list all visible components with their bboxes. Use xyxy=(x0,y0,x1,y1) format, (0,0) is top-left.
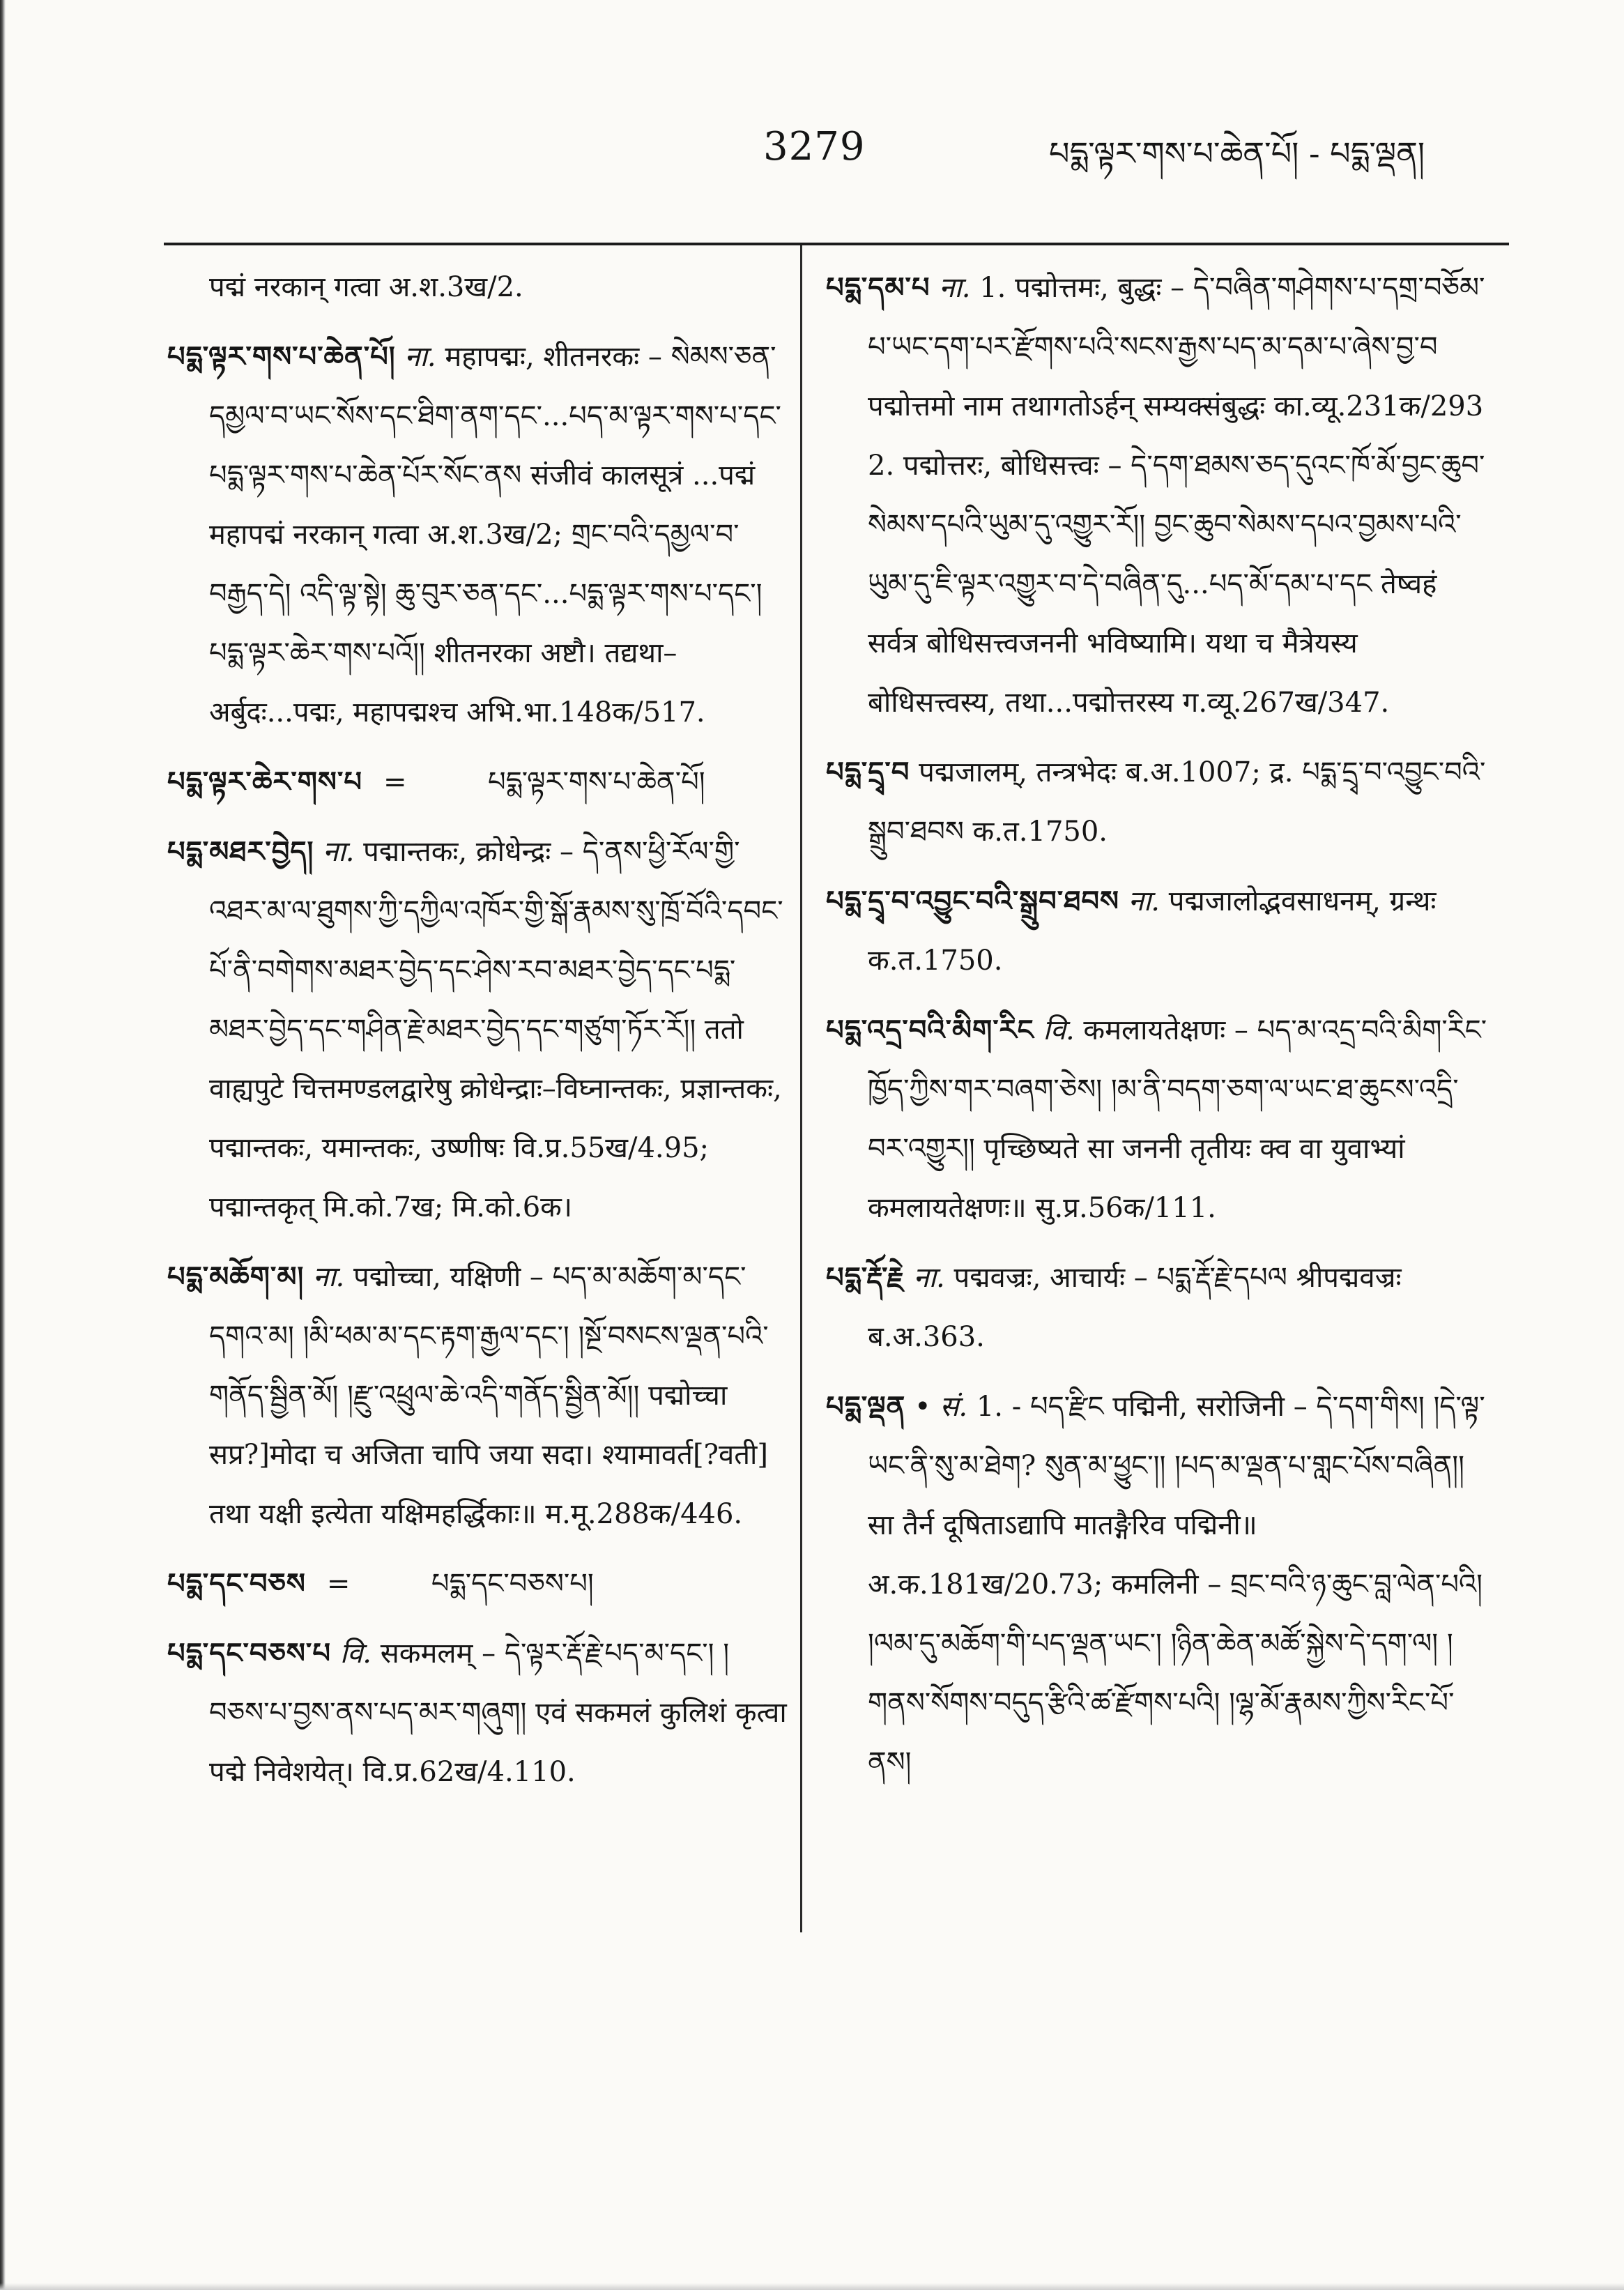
headword: པདྨ་རྡོ་རྗེ xyxy=(826,1261,905,1294)
headword: པདྨ་ལྡན xyxy=(826,1390,906,1423)
definition-text: 1. - པད་རྫིང पद्मिनी, सरोजिनी – དེ་དག་གིས། །དེ་ལྟ་ཡང་ནི་སུ་མ་ཐེག? སུན་མ་ཕྱུང་།། །པད་མ་ལྡན་པ་གླང་པོས་བཞིན།། सा तैर्न दूषिताऽद्यापि मातङ्गैरिव पद्मिनी॥ अ.क.181ख/20.73; कमलिनी – བྲང་བའི་ཉ་ཆུང་བླ་ལེན་པའི། །ལམ་དུ་མཆོག་གི་པད་ལྡན་ཡང་། །ཉིན་ཆེན་མཚོ་སྐྱེས་དེ་དག་ལ། །གནས་སོགས་བདུད་རྩིའི་ཚ་རྫོགས་པའི། །ལྷ་མོ་རྣམས་ཀྱིས་རིང་པོ་ནས། xyxy=(868,1391,1485,1778)
page-left-edge xyxy=(0,0,6,2290)
definition-text: पद्मवज्रः, आचार्यः – པདྨ་རྡོ་རྗེ་དཔལ श्रीपद्मवज्रः ब.अ.363. xyxy=(868,1262,1402,1353)
headword: པདྨ་དྲྭ་བ xyxy=(826,756,910,788)
dictionary-entry xyxy=(826,1377,1492,1792)
page-bottom-edge xyxy=(0,2283,1624,2290)
definition-text: महापद्मः, शीतनरकः – སེམས་ཅན་དམྱལ་བ་ཡང་སོས་དང་ཐིག་ནག་དང་...པད་མ་ལྟར་གས་པ་དང་པདྨ་ལྟར་གས་པ་ཆེན་པོར་སོང་ནས संजीवं कालसूत्रं ...पद्मं महापद्मं नरकान् गत्वा अ.श.3ख/2; གྲང་བའི་དམྱལ་བ་བརྒྱད་དེ། འདི་ལྟ་སྟེ། ཆུ་བུར་ཅན་དང་...པདྨ་ལྟར་གས་པ་དང་། པདྨ་ལྟར་ཆེར་གས་པའོ།། शीतनरका अष्टौ। तद्यथा–अर्बुदः...पद्मः, महापद्मश्च अभि.भा.148क/517. xyxy=(209,341,781,728)
cross-reference-target: པདྨ་ལྟར་གས་པ་ཆེན་པོ། xyxy=(487,766,705,798)
headword: པདྨ་མཆོག་མ། xyxy=(167,1260,305,1293)
dictionary-entry xyxy=(826,742,1492,862)
headword: པདྨ་ལྟར་ཆེར་གས་པ xyxy=(167,765,362,798)
dictionary-entry xyxy=(826,258,1492,733)
equals-sign: = xyxy=(383,766,407,798)
dictionary-entry xyxy=(826,871,1492,991)
headword: པདྨ་འདྲ་བའི་མིག་རིང xyxy=(826,1014,1034,1046)
definition-text: सकमलम् – དེ་ལྟར་རྡོ་རྗེ་པད་མ་དང་། །བཅས་པ་བྱས་ནས་པད་མར་གཞུག། एवं सकमलं कुलिशं कृत्वा पद्मे निवेशयेत्। वि.प्र.62ख/4.110. xyxy=(209,1638,787,1788)
headword: པདྨ་དྲྭ་བ་འབྱུང་བའི་སྒྲུབ་ཐབས xyxy=(826,885,1119,917)
headword: པདྨ་ལྟར་གས་པ་ཆེན་པོ། xyxy=(167,340,396,373)
definition-text: पद्मोच्चा, यक्षिणी – པད་མ་མཆོག་མ་དང་དགའ་མ། །མི་ཕམ་མ་དང་རྟག་རྒྱལ་དང་། །སྔོ་བསངས་ལྡན་པའི་གནོད་སྦྱིན་མོ། །རྫུ་འཕྲུལ་ཆེ་འདི་གནོད་སྦྱིན་མོ།། पद्मोच्चा सप्र?]मोदा च अजिता चापि जया सदा। श्यामावर्त[?वती] तथा यक्षी इत्येता यक्षिमहर्द्धिकाः॥ म.मू.288क/446. xyxy=(209,1261,769,1530)
grammar-label: ना. xyxy=(939,272,971,304)
grammar-label: • सं. xyxy=(914,1391,968,1423)
running-head: པདྨ་ལྟར་གས་པ་ཆེན་པོ། - པདྨ་ལྡན། xyxy=(1049,135,1425,172)
dictionary-entry xyxy=(826,1000,1492,1238)
dictionary-entry xyxy=(167,1624,788,1802)
headword: པདྨ་དང་བཅས xyxy=(167,1567,306,1600)
grammar-label: ना. xyxy=(323,836,355,868)
header-rule xyxy=(164,243,1509,245)
definition-text: पद्मजालम्, तन्त्रभेदः ब.अ.1007; द्र. པདྨ་དྲྭ་བ་འབྱུང་བའི་སྒྲུབ་ཐབས क.त.1750. xyxy=(868,756,1486,848)
headword: པདྨ་དམ་པ xyxy=(826,271,930,304)
definition-text: कमलायतेक्षणः – པད་མ་འདྲ་བའི་མིག་རིང་ཁྱོད་ཀྱིས་གར་བཞག་ཅེས། །མ་ནི་བདག་ཅག་ལ་ཡང་ཐ་ཆུངས་འདྲི་བར་འགྱུར།། पृच्छिष्यते सा जननी तृतीयः क्व वा युवाभ्यां कमलायतेक्षणः॥ सु.प्र.56क/111. xyxy=(868,1014,1487,1224)
dictionary-entry xyxy=(167,327,788,742)
grammar-label: ना. xyxy=(404,341,436,373)
right-column xyxy=(826,258,1492,1802)
grammar-label: ना. xyxy=(913,1262,945,1294)
cross-reference-entry xyxy=(167,752,788,812)
dictionary-entry xyxy=(167,822,788,1237)
page-number: 3279 xyxy=(763,124,866,169)
equals-sign: = xyxy=(326,1568,351,1600)
grammar-label: वि. xyxy=(1043,1014,1075,1046)
cross-reference-target: པདྨ་དང་བཅས་པ། xyxy=(431,1568,594,1600)
definition-text: 1. पद्मोत्तमः, बुद्धः – དེ་བཞིན་གཤེགས་པ་དགྲ་བཅོམ་པ་ཡང་དག་པར་རྫོགས་པའི་སངས་རྒྱས་པད་མ་དམ་པ་ཞེས་བྱ་བ पद्मोत्तमो नाम तथागतोऽर्हन् सम्यक्संबुद्धः का.व्यू.231क/293 2. पद्मोत्तरः, बोधिसत्त्वः – དེ་དག་ཐམས་ཅད་དུའང་ཁོ་མོ་བྱང་ཆུབ་སེམས་དཔའི་ཡུམ་དུ་འགྱུར་རོ།། བྱང་ཆུབ་སེམས་དཔའ་བྱམས་པའི་ཡུམ་དུ་ཇི་ལྟར་འགྱུར་བ་དེ་བཞིན་དུ...པད་མོ་དམ་པ་དང तेष्वहं सर्वत्र बोधिसत्त्वजननी भविष्यामि। यथा च मैत्रेयस्य बोधिसत्त्वस्य, तथा...पद्मोत्तरस्य ग.व्यू.267ख/347. xyxy=(868,272,1485,719)
cross-reference-entry xyxy=(167,1554,788,1614)
grammar-label: ना. xyxy=(1128,885,1160,917)
definition-text: पद्मान्तकः, क्रोधेन्द्रः – དེ་ནས་ཕྱི་རོལ་གྱི་འཐར་མ་ལ་ཐུགས་ཀྱི་དཀྱིལ་འཁོར་གྱི་སྒོ་རྣམས་སུ་ཁྲོ་བོའི་དབང་པོ་ནི་བགེགས་མཐར་བྱེད་དང་ཤེས་རབ་མཐར་བྱེད་དང་པདྨ་མཐར་བྱེད་དང་གཤིན་རྗེ་མཐར་བྱེད་དང་གཙུག་ཏོར་རོ།། ततो वाह्यपुटे चित्तमण्डलद्वारेषु क्रोधेन्द्राः–विघ्नान्तकः, प्रज्ञान्तकः, पद्मान्तकः, यमान्तकः, उष्णीषः वि.प्र.55ख/4.95; पद्मान्तकृत् मि.को.7ख; मि.को.6क। xyxy=(209,836,783,1223)
headword: པདྨ་མཐར་བྱེད། xyxy=(167,835,314,868)
grammar-label: ना. xyxy=(313,1261,345,1293)
dictionary-entry xyxy=(167,1247,788,1544)
dictionary-entry xyxy=(826,1248,1492,1367)
grammar-label: वि. xyxy=(339,1638,372,1670)
left-column xyxy=(167,258,788,1812)
column-divider xyxy=(800,245,802,1932)
definition-text: पद्मजालोद्भवसाधनम्, ग्रन्थः क.त.1750. xyxy=(868,885,1437,977)
entry-continuation xyxy=(167,258,788,317)
headword: པདྨ་དང་བཅས་པ xyxy=(167,1637,331,1670)
definition-text: पद्मं नरकान् गत्वा अ.श.3ख/2. xyxy=(209,271,523,303)
